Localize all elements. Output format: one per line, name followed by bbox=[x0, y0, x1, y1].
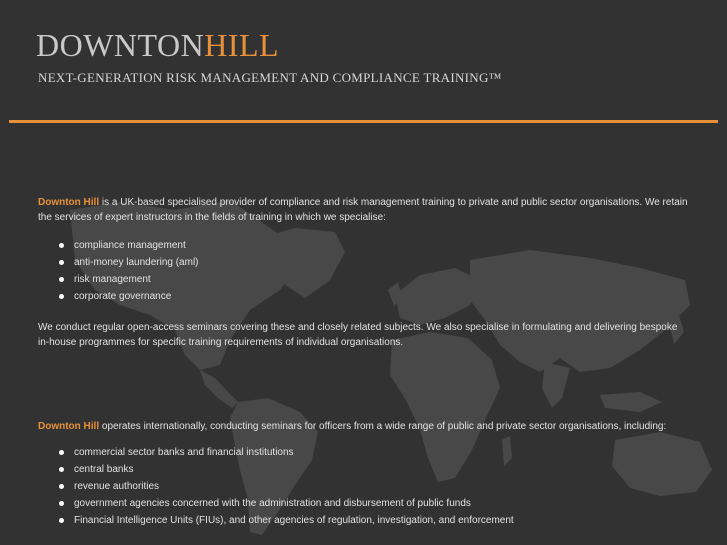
list-item: commercial sector banks and financial institutions bbox=[38, 444, 690, 461]
intro-paragraph bbox=[38, 195, 690, 225]
international-paragraph bbox=[38, 419, 690, 434]
brand-name: Downton Hill bbox=[38, 421, 100, 432]
services-list bbox=[38, 237, 690, 305]
intro-text: is a UK-based specialised provider of compliance and risk management training to private and public sector organisations. We retain the services of expert instructors in the fields of training in which we specialise: bbox=[38, 197, 688, 223]
list-item: compliance management bbox=[38, 237, 690, 254]
seminars-paragraph: We conduct regular open-access seminars covering these and closely related subjects. We also specialise in formulating and delivering bespoke in-house programmes for specific training requirements of individual organisations. bbox=[38, 322, 678, 348]
list-item: government agencies concerned with the administration and disbursement of public funds bbox=[38, 495, 690, 512]
site-logo[interactable] bbox=[36, 27, 279, 63]
header-divider bbox=[9, 120, 718, 123]
list-item: central banks bbox=[38, 461, 690, 478]
list-item: corporate governance bbox=[38, 288, 690, 305]
list-item: revenue authorities bbox=[38, 478, 690, 495]
main-content bbox=[38, 195, 690, 529]
logo-text-hill: HILL bbox=[204, 27, 280, 63]
brand-name: Downton Hill bbox=[38, 197, 100, 208]
list-item: risk management bbox=[38, 271, 690, 288]
clients-list bbox=[38, 444, 690, 529]
tagline: NEXT-GENERATION RISK MANAGEMENT AND COMPLIANCE TRAINING™ bbox=[38, 70, 502, 85]
list-item: Financial Intelligence Units (FIUs), and other agencies of regulation, investigation, and enforcement bbox=[38, 512, 690, 529]
logo-text-downton: DOWNTON bbox=[36, 27, 205, 63]
international-text: operates internationally, conducting seminars for officers from a wide range of public and private sector organisations, including: bbox=[99, 421, 667, 432]
list-item: anti-money laundering (aml) bbox=[38, 254, 690, 271]
